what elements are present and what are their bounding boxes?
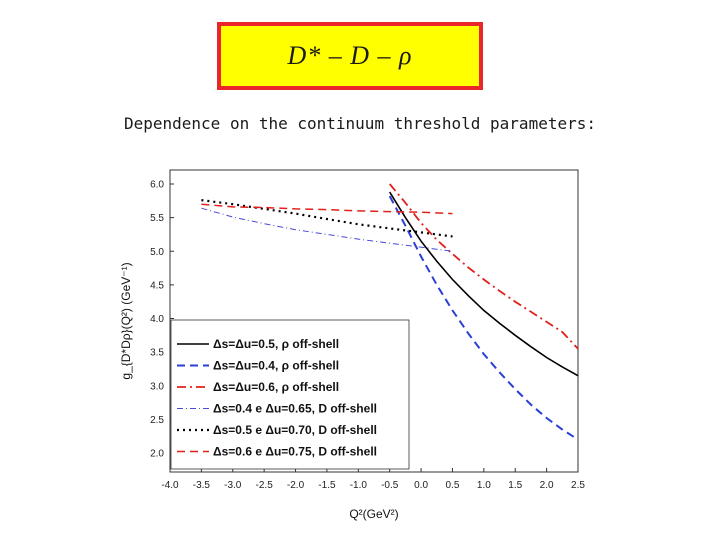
x-axis-title: Q²(GeV²) [349, 507, 399, 521]
x-tick-label: 1.5 [508, 480, 523, 491]
x-tick-label: -2.5 [255, 480, 273, 491]
x-tick-label: 0.5 [445, 480, 460, 491]
legend-label-3: Δs=Δu=0.6, ρ off-shell [213, 380, 340, 394]
x-tick-label: -1.0 [349, 480, 367, 491]
legend [171, 320, 409, 469]
y-tick-label: 2.0 [150, 448, 164, 460]
x-tick-label: -0.5 [381, 480, 399, 491]
slide-subtitle: Dependence on the continuum threshold parameters: [123, 114, 596, 133]
legend-label-4: Δs=0.4 e Δu=0.65, D off-shell [213, 401, 377, 416]
y-tick-label: 4.0 [150, 314, 164, 325]
y-axis-title: g_{D*Dρ}(Q²) (GeV⁻¹) [119, 262, 133, 380]
legend-label-2: Δs=Δu=0.4, ρ off-shell [213, 358, 340, 373]
x-tick-label: 2.0 [539, 480, 554, 491]
x-tick-label: 0.0 [414, 480, 429, 491]
series-line-3 [390, 184, 578, 349]
series-line-2 [390, 196, 578, 440]
legend-label-5: Δs=0.5 e Δu=0.70, D off-shell [213, 423, 377, 437]
series-line-6 [201, 204, 452, 213]
y-tick-label: 5.0 [150, 246, 164, 258]
x-tick-label: -3.5 [192, 480, 211, 491]
y-tick-label: 6.0 [150, 179, 164, 191]
x-tick-label: -2.0 [286, 480, 305, 491]
y-tick-label: 3.5 [150, 347, 164, 359]
y-tick-label: 4.5 [150, 280, 164, 292]
legend-label-1: Δs=Δu=0.5, ρ off-shell [213, 337, 340, 351]
y-tick-label: 2.5 [150, 414, 164, 426]
x-tick-label: -3.0 [224, 480, 242, 491]
x-tick-label: 1.0 [476, 480, 491, 491]
x-tick-label: 2.5 [571, 480, 585, 491]
x-tick-label: -4.0 [161, 480, 179, 491]
legend-label-6: Δs=0.6 e Δu=0.75, D off-shell [213, 444, 377, 459]
y-tick-label: 5.5 [150, 213, 164, 225]
x-tick-label: -1.5 [318, 480, 336, 491]
y-tick-label: 3.0 [150, 381, 164, 393]
slide-title: D* – D – ρ [287, 41, 413, 70]
